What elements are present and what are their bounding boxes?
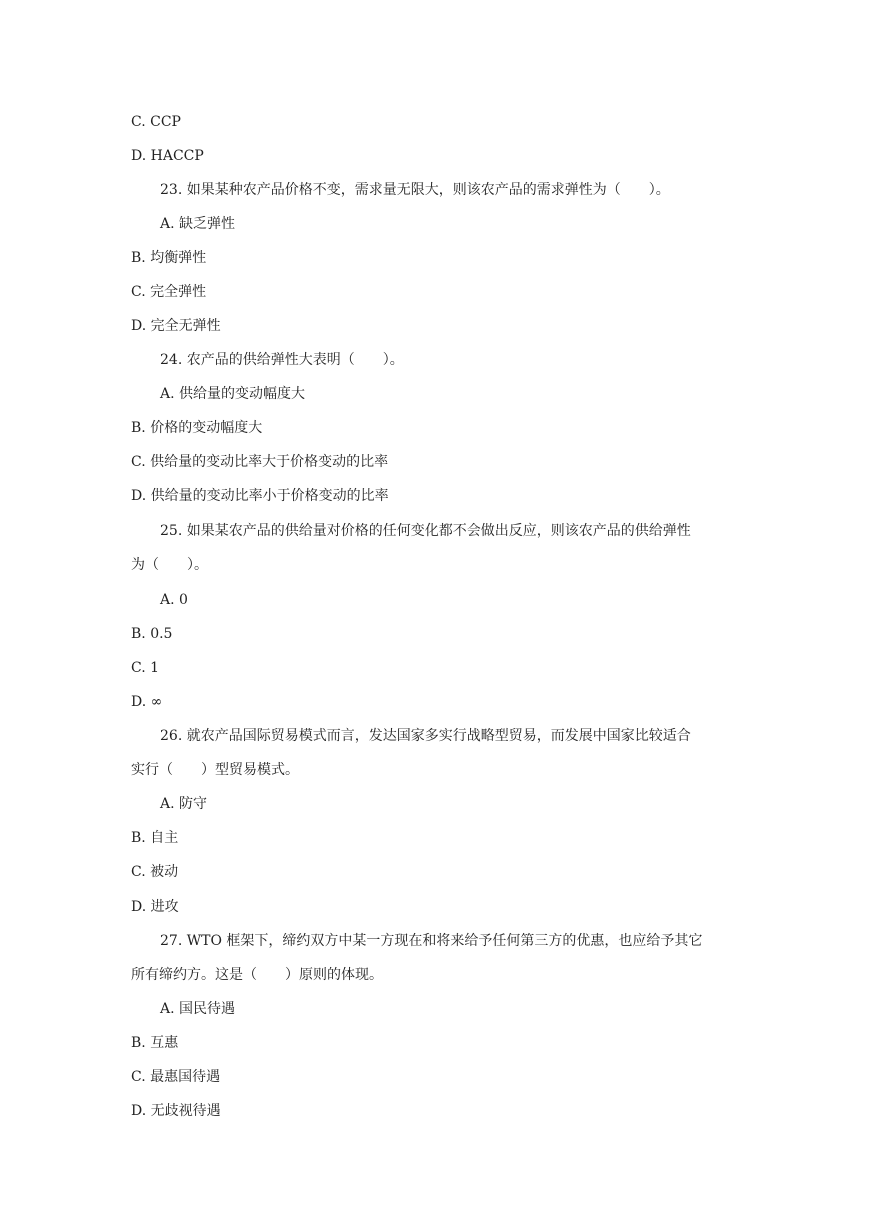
- q24-option-d: D. 供给量的变动比率小于价格变动的比率: [131, 488, 389, 504]
- q27-option-b: B. 互惠: [131, 1035, 179, 1051]
- question-26-line2: 实行（ ）型贸易模式。: [131, 762, 299, 778]
- q24-option-a: A. 供给量的变动幅度大: [160, 386, 306, 402]
- question-25-line1: 25. 如果某农产品的供给量对价格的任何变化都不会做出反应，则该农产品的供给弹性: [160, 523, 691, 539]
- question-26-line1: 26. 就农产品国际贸易模式而言，发达国家多实行战略型贸易，而发展中国家比较适合: [160, 728, 691, 744]
- option-d-haccp: D. HACCP: [131, 148, 204, 164]
- q25-option-c: C. 1: [131, 660, 160, 676]
- q25-option-b: B. 0.5: [131, 626, 173, 642]
- question-27-line1: 27. WTO 框架下，缔约双方中某一方现在和将来给予任何第三方的优惠，也应给予其它: [160, 933, 703, 949]
- q24-option-c: C. 供给量的变动比率大于价格变动的比率: [131, 454, 389, 470]
- q27-option-d: D. 无歧视待遇: [131, 1103, 221, 1119]
- option-c-ccp: C. CCP: [131, 114, 181, 130]
- q24-option-b: B. 价格的变动幅度大: [131, 420, 263, 436]
- q23-option-c: C. 完全弹性: [131, 284, 207, 300]
- q23-option-b: B. 均衡弹性: [131, 250, 207, 266]
- q27-option-c: C. 最惠国待遇: [131, 1069, 221, 1085]
- q25-option-d: D. ∞: [131, 694, 163, 710]
- question-25-line2: 为（ ）。: [131, 557, 208, 573]
- q26-option-a: A. 防守: [160, 796, 208, 812]
- question-24: 24. 农产品的供给弹性大表明（ ）。: [160, 352, 404, 368]
- q27-option-a: A. 国民待遇: [160, 1001, 236, 1017]
- question-27-line2: 所有缔约方。这是（ ）原则的体现。: [131, 967, 383, 983]
- q23-option-d: D. 完全无弹性: [131, 318, 221, 334]
- question-23: 23. 如果某种农产品价格不变，需求量无限大，则该农产品的需求弹性为（ ）。: [160, 182, 670, 198]
- q25-option-a: A. 0: [160, 592, 188, 608]
- q26-option-d: D. 进攻: [131, 899, 179, 915]
- q26-option-b: B. 自主: [131, 830, 179, 846]
- q26-option-c: C. 被动: [131, 864, 179, 880]
- q23-option-a: A. 缺乏弹性: [160, 216, 236, 232]
